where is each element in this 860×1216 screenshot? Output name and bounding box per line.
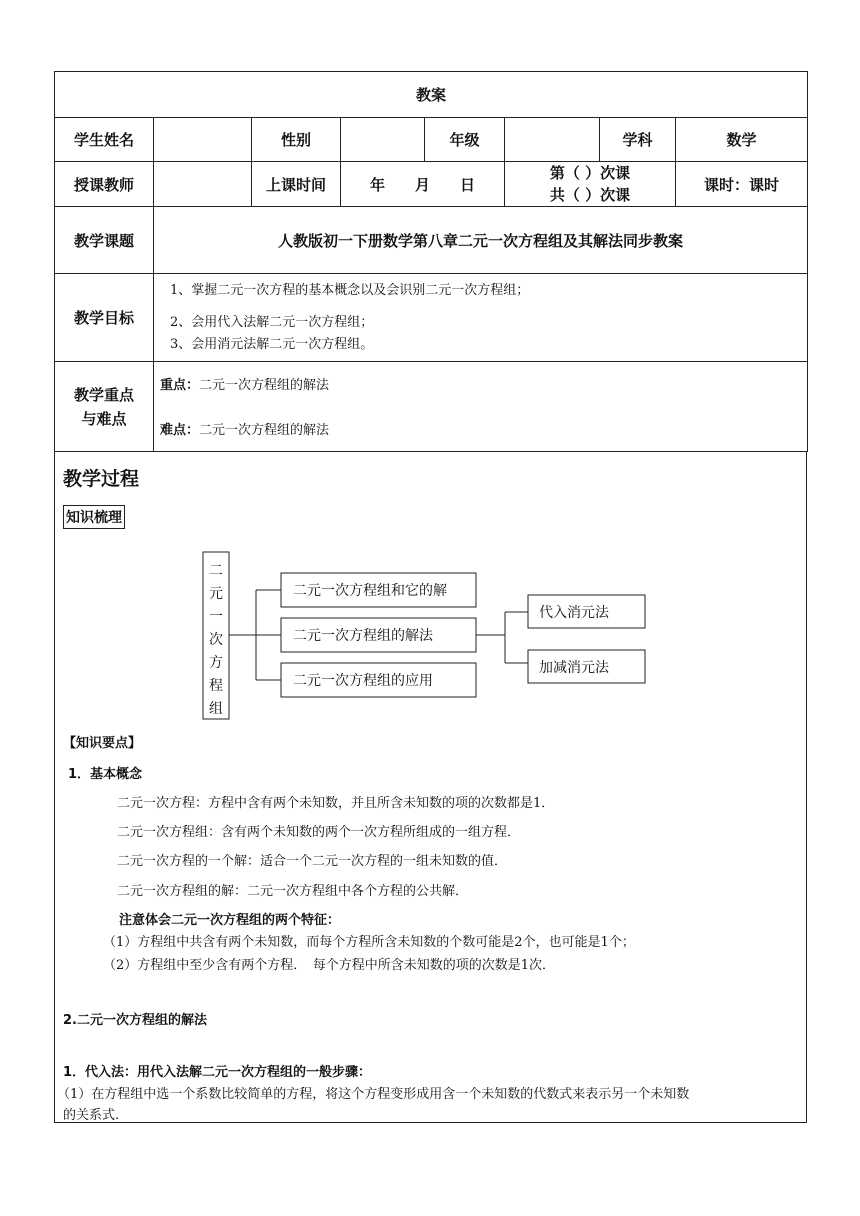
definition-item: 二元一次方程组的解：二元一次方程组中各个方程的公共解． (117, 884, 469, 899)
knowledge-review-box: 知识梳理 (63, 505, 125, 529)
branch-label: 二元一次方程组和它的解 (293, 583, 447, 599)
key-points-title: 【知识要点】 (63, 736, 142, 751)
keypoints-label-line1: 教学重点 (73, 385, 134, 404)
step-1-line-2: 的关系式. (63, 1108, 120, 1123)
branch-label: 二元一次方程组的解法 (293, 628, 433, 644)
knowledge-structure-diagram (55, 452, 808, 752)
class-time-label: 上课时间 (252, 162, 341, 207)
method-label: 加减消元法 (539, 660, 609, 676)
root-char: 方 (209, 655, 223, 671)
substitution-title: 1．代入法：用代入法解二元一次方程组的一般步骤： (63, 1065, 372, 1080)
goals-label: 教学目标 (55, 274, 154, 362)
lesson-count-total: 共（ ）次课 (549, 186, 631, 204)
teacher-label: 授课教师 (55, 162, 154, 207)
note-item: （2）方程组中至少含有两个方程． 每个方程中所含未知数的项的次数是1次． (103, 958, 556, 973)
lesson-count (505, 162, 676, 207)
root-char: 次 (209, 632, 223, 648)
class-date: 年 月 日 (341, 162, 505, 207)
branch-label: 二元一次方程组的应用 (293, 673, 433, 689)
subject-label: 学科 (600, 118, 676, 162)
lesson-count-current: 第（ ）次课 (549, 164, 631, 182)
method-label: 代入消元法 (539, 605, 609, 621)
goal-item: 2、会用代入法解二元一次方程组； (170, 315, 374, 330)
lesson-plan-sheet (54, 71, 807, 1123)
topic-label: 教学课题 (55, 207, 154, 274)
solution-title: 2.二元一次方程组的解法 (63, 1013, 207, 1028)
difficulty-line (160, 419, 807, 438)
focus-line (160, 374, 807, 393)
difficulty-text: 二元一次方程组的解法 (199, 423, 330, 438)
root-char: 组 (209, 701, 223, 717)
topic-value: 人教版初一下册数学第八章二元一次方程组及其解法同步教案 (154, 207, 808, 274)
keypoints-content (154, 362, 808, 452)
note-item: （1）方程组中共含有两个未知数，而每个方程所含未知数的个数可能是2个，也可能是1个； (103, 935, 635, 950)
lesson-plan-table (54, 71, 808, 452)
gender-label: 性别 (252, 118, 341, 162)
definition-item: 二元一次方程的一个解：适合一个二元一次方程的一组未知数的值． (117, 854, 508, 869)
definition-item: 二元一次方程：方程中含有两个未知数，并且所含未知数的项的次数都是1． (117, 796, 555, 811)
goal-item: 3、会用消元法解二元一次方程组。 (170, 337, 374, 352)
root-char: 程 (209, 678, 223, 694)
grade-label: 年级 (425, 118, 505, 162)
difficulty-label: 难点： (160, 423, 200, 438)
definition-item: 二元一次方程组：含有两个未知数的两个一次方程所组成的一组方程． (117, 825, 521, 840)
subject-value: 数学 (676, 118, 808, 162)
keypoints-label-line2: 与难点 (81, 409, 127, 428)
process-heading: 教学过程 (63, 468, 140, 490)
keypoints-label (55, 362, 154, 452)
root-char: 一 (209, 609, 223, 625)
student-name-label: 学生姓名 (55, 118, 154, 162)
period-value: 课时：课时 (676, 162, 808, 207)
teacher-field[interactable] (154, 162, 252, 207)
grade-field[interactable] (505, 118, 600, 162)
goals-list (154, 274, 808, 362)
step-1-line-1: （1）在方程组中选一个系数比较简单的方程，将这个方程变形成用含一个未知数的代数式来表示另一个未知数 (57, 1087, 690, 1102)
focus-text: 二元一次方程组的解法 (199, 378, 330, 393)
goal-item: 1、掌握二元一次方程的基本概念以及会识别二元一次方程组； (170, 283, 530, 298)
basic-concepts-title: 1．基本概念 (68, 767, 143, 782)
note-title: 注意体会二元一次方程组的两个特征： (119, 913, 341, 928)
root-char: 元 (209, 586, 223, 602)
root-char: 二 (209, 563, 223, 579)
gender-field[interactable] (341, 118, 425, 162)
page-title: 教案 (55, 72, 808, 118)
student-name-field[interactable] (154, 118, 252, 162)
focus-label: 重点： (160, 378, 200, 393)
teaching-process-section (54, 452, 807, 1123)
